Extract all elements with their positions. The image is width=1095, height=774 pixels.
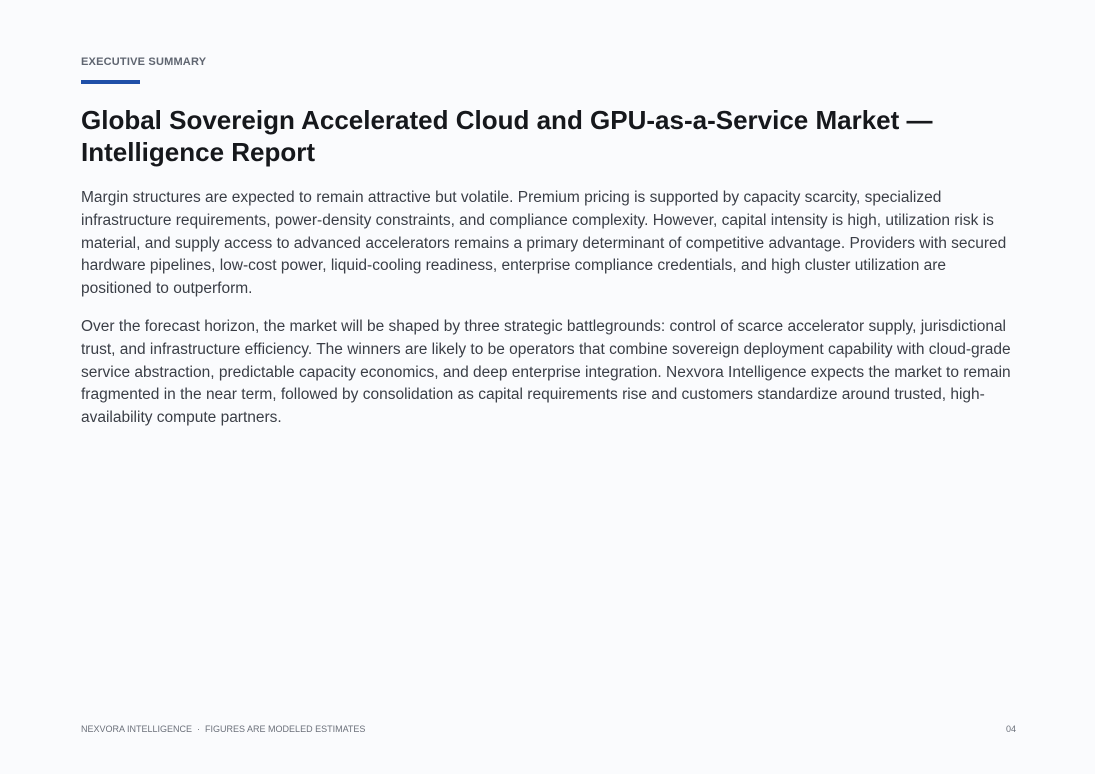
page-number: 04 bbox=[1005, 724, 1016, 734]
footer-brand: NEXVORA INTELLIGENCE bbox=[81, 724, 193, 734]
footer-note: FIGURES ARE MODELED ESTIMATES bbox=[205, 724, 366, 734]
summary-paragraph-1: Margin structures are expected to remain attractive but volatile. Premium pricing is supported by capacity scarcity, specialized infrastructure requirements, power-density constraints, and compliance complexity. However, capital intensity is high, utilization risk is material, and supply access to advanced accelerators remains a primary determinant of competitive advantage. Providers with secured hardware pipelines, low-cost power, liquid-cooling readiness, enterprise compliance credentials, and high cluster utilization are positioned to outperform. bbox=[81, 189, 1007, 298]
report-title: Global Sovereign Accelerated Cloud and GPU-as-a-Service Market — Intelligence Report bbox=[81, 105, 933, 167]
footer-separator: · bbox=[197, 724, 201, 734]
section-eyebrow: EXECUTIVE SUMMARY bbox=[81, 56, 207, 68]
summary-body bbox=[81, 187, 1016, 445]
footer-credits bbox=[81, 724, 365, 734]
report-page bbox=[81, 0, 1016, 774]
page-footer bbox=[81, 724, 1016, 734]
summary-paragraph-2: Over the forecast horizon, the market will be shaped by three strategic battlegrounds: control of scarce accelerator supply, jurisdictional trust, and infrastructure efficiency. The winners are likely to be operators that combine sovereign deployment capability with cloud-grade service abstraction, predictable capacity economics, and deep enterprise integration. Nexvora Intelligence expects the market to remain fragmented in the near term, followed by consolidation as capital requirements rise and customers standardize around trusted, high-availability compute partners. bbox=[81, 317, 1011, 427]
accent-rule bbox=[81, 80, 140, 84]
